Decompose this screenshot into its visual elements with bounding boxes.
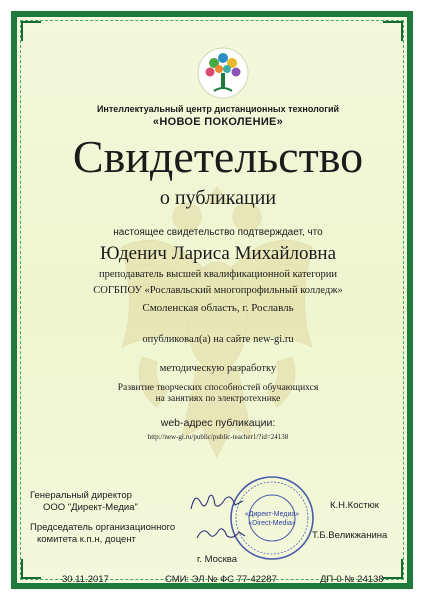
published-text: опубликовал(а) на сайте new-gi.ru [142, 334, 294, 345]
eagle-emblem-watermark [102, 177, 332, 477]
director-signature [187, 489, 247, 515]
certificate-subtitle: о публикации [159, 187, 277, 209]
company-stamp [229, 475, 315, 561]
publication-topic-line: на занятиях по электротехнике [155, 394, 281, 404]
web-address-label: web-адрес публикации: [160, 417, 276, 429]
recipient-institution: СОГБПОУ «Рославльский многопрофильный колледж» [93, 285, 343, 296]
stamp-center-text: «Direct-Media» [248, 520, 296, 527]
frame-corner-ornament [21, 21, 41, 41]
web-address-url: http://new-gi.ru/public/public-teacher1/?id=24138 [147, 433, 289, 441]
issue-date: 30.11.2017 [62, 574, 109, 585]
frame-corner-ornament [383, 21, 403, 41]
frame-corner-ornament [383, 559, 403, 579]
certificate-title: Свидетельство [72, 131, 364, 182]
director-title: Генеральный директор [30, 490, 132, 501]
chair-title: Председатель организационного [30, 522, 176, 533]
director-company: ООО "Директ-Медиа" [43, 502, 138, 513]
chair-name: Т.Б.Великжанина [312, 530, 388, 541]
stamp-center-text: «Директ-Медиа» [244, 511, 300, 518]
chair-degree: комитета к.п.н, доцент [37, 534, 136, 545]
confirm-text: настоящее свидетельство подтверждает, что [113, 227, 323, 238]
director-name: К.Н.Костюк [330, 500, 379, 511]
organization-line: Интеллектуальный центр дистанционных технологий [96, 104, 340, 114]
brand-name: «НОВОЕ ПОКОЛЕНИЕ» [152, 116, 284, 128]
recipient-name: Юденич Лариса Михайловна [99, 243, 337, 264]
recipient-position: преподаватель высшей квалификационной категории [98, 269, 337, 280]
recipient-region: Смоленская область, г. Рославль [142, 302, 294, 314]
smi-registration: СМИ: ЭЛ № ФС 77-42287 [165, 574, 277, 585]
tree-logo-icon [197, 47, 249, 103]
publication-type: методическую разработку [159, 363, 277, 374]
issue-city: г. Москва [197, 554, 238, 565]
chair-signature [193, 522, 249, 544]
frame-corner-ornament [21, 559, 41, 579]
certificate-number: ДП-0 № 24138 [320, 574, 384, 585]
publication-topic-line: Развитие творческих способностей обучающихся [117, 383, 319, 393]
certificate-frame [11, 11, 413, 589]
